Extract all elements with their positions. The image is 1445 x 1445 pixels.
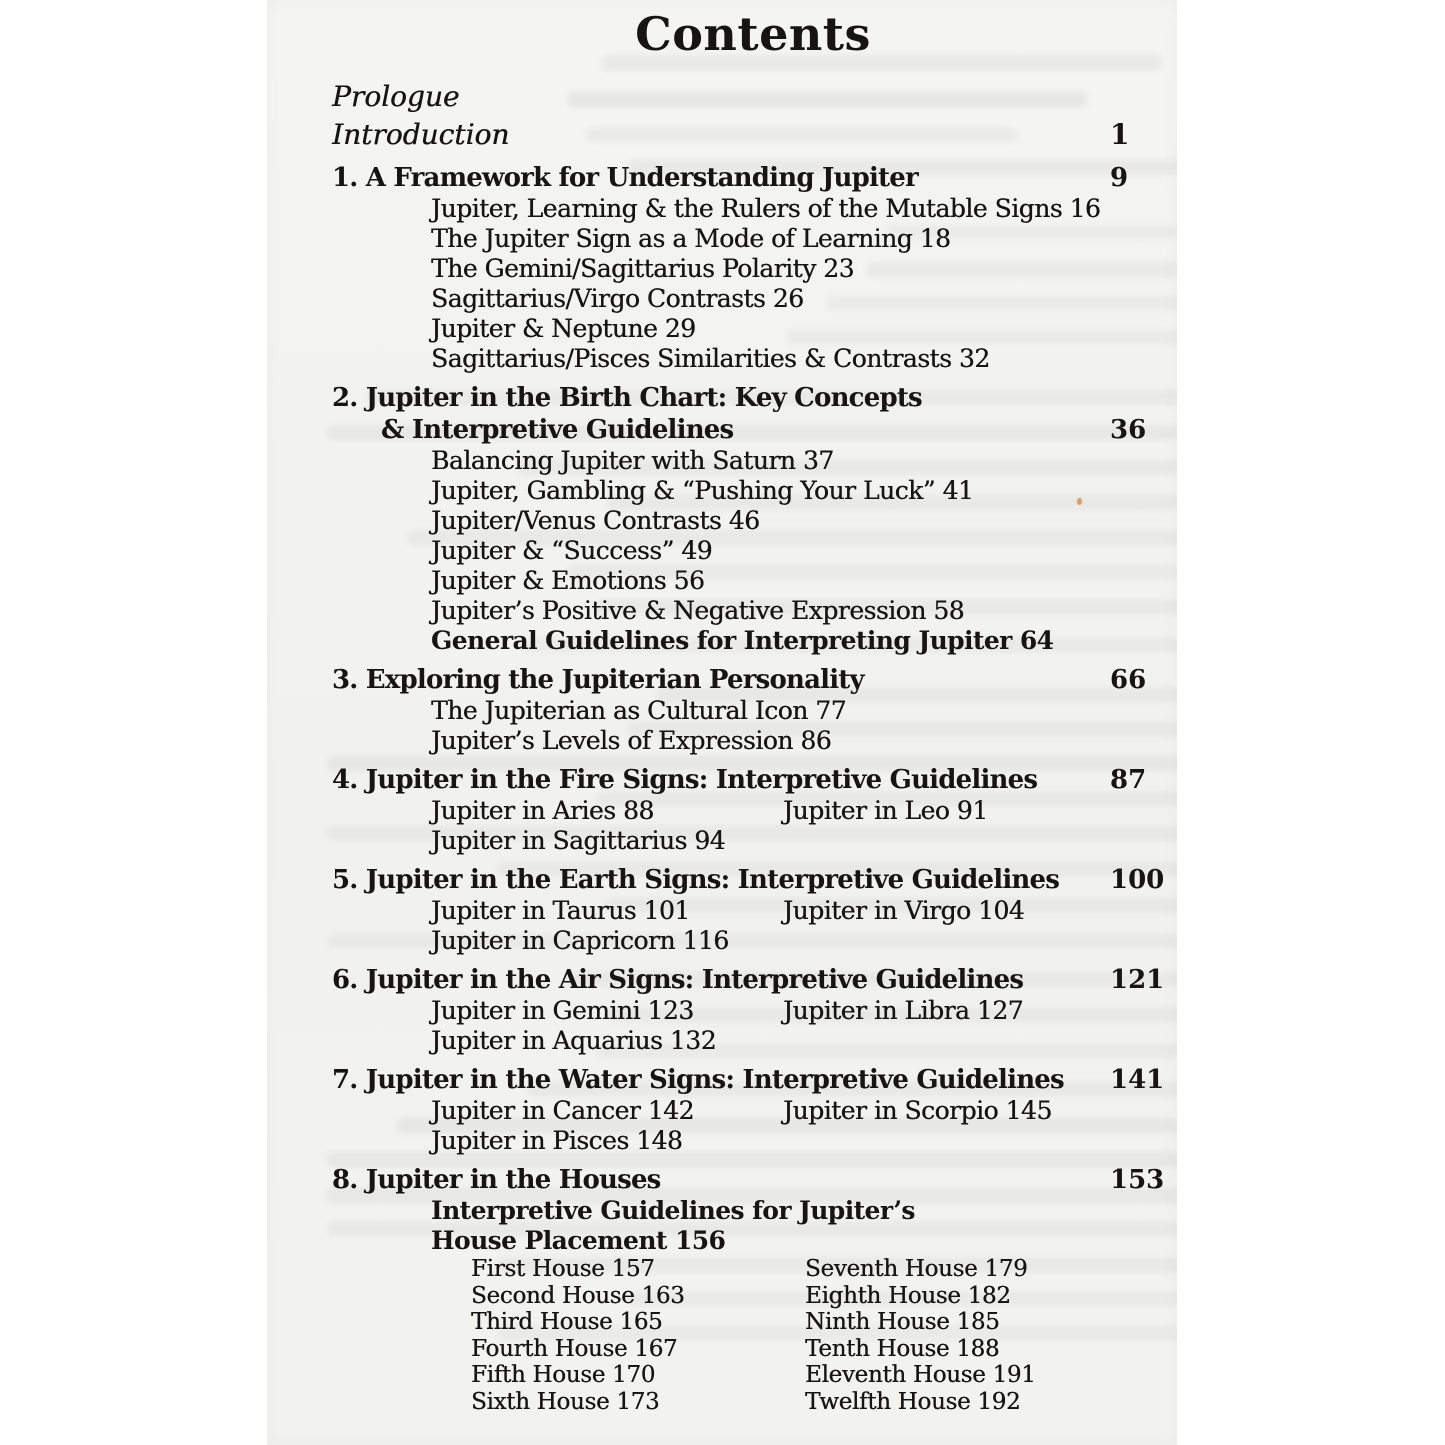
- toc-subsection: [267, 826, 1177, 856]
- toc-subsection: [267, 1389, 1177, 1416]
- page-number: 100: [1110, 865, 1165, 895]
- subsection-label: Twelfth House 192: [805, 1388, 1021, 1415]
- toc-subsection: [267, 314, 1177, 344]
- subsection-label: Interpretive Guidelines for Jupiter’s: [431, 1196, 915, 1225]
- subsection-label: Jupiter in Pisces 148: [431, 1126, 683, 1155]
- toc-entry-label: Prologue: [332, 80, 460, 113]
- toc-subsection: [267, 476, 1177, 506]
- page-number: 87: [1110, 765, 1147, 795]
- toc-subsection: [267, 1096, 1177, 1126]
- toc-subsection: [267, 1196, 1177, 1226]
- subsection-label: Jupiter, Learning & the Rulers of the Mutable Signs 16: [431, 194, 1101, 223]
- page-number: 121: [1110, 965, 1165, 995]
- toc-subsection: [267, 1309, 1177, 1336]
- chapter-title: 1. A Framework for Understanding Jupiter: [332, 163, 918, 193]
- chapter-heading-line: [267, 162, 1177, 194]
- subsection-label: Fifth House 170: [471, 1362, 656, 1388]
- subsection-label: Jupiter/Venus Contrasts 46: [431, 506, 760, 535]
- subsection-label: Jupiter in Cancer 142: [431, 1096, 694, 1125]
- toc-chapter: [267, 664, 1177, 756]
- chapter-title: 3. Exploring the Jupiterian Personality: [332, 665, 864, 695]
- chapter-heading-line: [267, 964, 1177, 996]
- toc-subsection: [267, 194, 1177, 224]
- subsection-label: Jupiter’s Levels of Expression 86: [431, 726, 832, 755]
- page-title: Contents: [635, 7, 871, 61]
- subsection-label: Jupiter, Gambling & “Pushing Your Luck” 41: [431, 476, 974, 505]
- subsection-label: Sagittarius/Pisces Similarities & Contrasts 32: [431, 344, 990, 373]
- toc-subsection: [267, 696, 1177, 726]
- subsection-label: Eighth House 182: [805, 1282, 1011, 1309]
- subsection-label: Jupiter & Neptune 29: [431, 314, 696, 343]
- subsection-label: The Gemini/Sagittarius Polarity 23: [431, 254, 854, 283]
- subsection-label: Jupiter & “Success” 49: [431, 536, 713, 565]
- toc-subsection: [267, 1336, 1177, 1363]
- subsection-label: Jupiter in Capricorn 116: [431, 926, 729, 955]
- chapter-title: 4. Jupiter in the Fire Signs: Interpretive Guidelines: [332, 765, 1038, 795]
- toc-subsection: [267, 1026, 1177, 1056]
- subsection-label: Jupiter & Emotions 56: [431, 566, 705, 595]
- subsection-label: The Jupiter Sign as a Mode of Learning 18: [431, 224, 951, 253]
- toc-subsection: [267, 1126, 1177, 1156]
- chapter-heading-line: [267, 664, 1177, 696]
- subsection-label: Sixth House 173: [471, 1388, 660, 1415]
- subsection-label: Jupiter in Aquarius 132: [431, 1026, 717, 1055]
- subsection-label: Second House 163: [471, 1282, 685, 1309]
- chapter-heading-line: [267, 864, 1177, 896]
- toc-chapter: [267, 1064, 1177, 1156]
- toc-subsection: [267, 284, 1177, 314]
- chapter-title: 8. Jupiter in the Houses: [332, 1165, 661, 1195]
- chapter-heading-line: [267, 764, 1177, 796]
- toc-subsection: [267, 344, 1177, 374]
- toc-chapter: [267, 382, 1177, 656]
- subsection-label: Jupiter in Taurus 101: [431, 896, 690, 925]
- subsection-label: The Jupiterian as Cultural Icon 77: [431, 696, 847, 725]
- subsection-label: General Guidelines for Interpreting Jupiter 64: [431, 626, 1054, 655]
- toc-subsection: [267, 1362, 1177, 1389]
- subsection-label: Jupiter in Virgo 104: [783, 896, 1025, 925]
- toc-subsection: [267, 596, 1177, 626]
- chapter-heading-line: [267, 1164, 1177, 1196]
- toc-front-entry: [267, 78, 1177, 116]
- subsection-label: Jupiter in Libra 127: [783, 996, 1024, 1025]
- subsection-label: Jupiter’s Positive & Negative Expression 58: [431, 596, 965, 625]
- book-page-paper: [267, 0, 1177, 1445]
- toc-subsection: [267, 536, 1177, 566]
- chapter-title: 5. Jupiter in the Earth Signs: Interpretive Guidelines: [332, 865, 1060, 895]
- toc-front-entry: [267, 116, 1177, 154]
- chapter-title: 2. Jupiter in the Birth Chart: Key Concepts: [332, 383, 922, 413]
- chapter-heading-line: [267, 414, 1177, 446]
- toc-subsection: [267, 224, 1177, 254]
- subsection-label: Jupiter in Gemini 123: [431, 996, 694, 1025]
- subsection-label: House Placement 156: [431, 1226, 726, 1255]
- toc-chapter: [267, 764, 1177, 856]
- toc-chapter: [267, 864, 1177, 956]
- chapter-title: 6. Jupiter in the Air Signs: Interpretive Guidelines: [332, 965, 1024, 995]
- subsection-label: Seventh House 179: [805, 1256, 1028, 1282]
- page-number: 9: [1110, 163, 1129, 193]
- toc-subsection: [267, 996, 1177, 1026]
- chapter-title: & Interpretive Guidelines: [381, 415, 734, 445]
- subsection-label: Ninth House 185: [805, 1309, 1000, 1335]
- toc-subsection: [267, 926, 1177, 956]
- subsection-label: Jupiter in Aries 88: [431, 796, 654, 825]
- chapter-heading-line: [267, 1064, 1177, 1096]
- toc-subsection: [267, 1226, 1177, 1256]
- subsection-label: Fourth House 167: [471, 1335, 678, 1362]
- page-number: 153: [1110, 1165, 1165, 1195]
- toc-chapter: [267, 964, 1177, 1056]
- toc-subsection: [267, 796, 1177, 826]
- toc-subsection: [267, 446, 1177, 476]
- toc-entry-label: Introduction: [332, 118, 510, 151]
- toc-chapter: [267, 162, 1177, 374]
- subsection-label: Sagittarius/Virgo Contrasts 26: [431, 284, 804, 313]
- page-content: [267, 0, 1177, 1415]
- subsection-label: Jupiter in Leo 91: [783, 796, 988, 825]
- subsection-label: Tenth House 188: [805, 1335, 1000, 1362]
- toc-subsection: [267, 1256, 1177, 1283]
- page-number: 36: [1110, 415, 1147, 445]
- toc-subsection: [267, 506, 1177, 536]
- toc-subsection: [267, 254, 1177, 284]
- chapter-heading-line: [267, 382, 1177, 414]
- toc-subsection: [267, 1283, 1177, 1310]
- toc-subsection: [267, 896, 1177, 926]
- toc-subsection: [267, 726, 1177, 756]
- table-of-contents: [267, 78, 1177, 1415]
- toc-subsection: [267, 626, 1177, 656]
- page-number: 66: [1110, 665, 1147, 695]
- subsection-label: Jupiter in Sagittarius 94: [431, 826, 726, 855]
- subsection-label: Balancing Jupiter with Saturn 37: [431, 446, 834, 475]
- subsection-label: First House 157: [471, 1256, 655, 1282]
- subsection-label: Jupiter in Scorpio 145: [783, 1096, 1052, 1125]
- chapter-title: 7. Jupiter in the Water Signs: Interpretive Guidelines: [332, 1065, 1064, 1095]
- page-number: 1: [1110, 118, 1130, 151]
- subsection-label: Eleventh House 191: [805, 1362, 1036, 1388]
- subsection-label: Third House 165: [471, 1309, 663, 1335]
- page-number: 141: [1110, 1065, 1165, 1095]
- toc-subsection: [267, 566, 1177, 596]
- toc-chapter: [267, 1164, 1177, 1415]
